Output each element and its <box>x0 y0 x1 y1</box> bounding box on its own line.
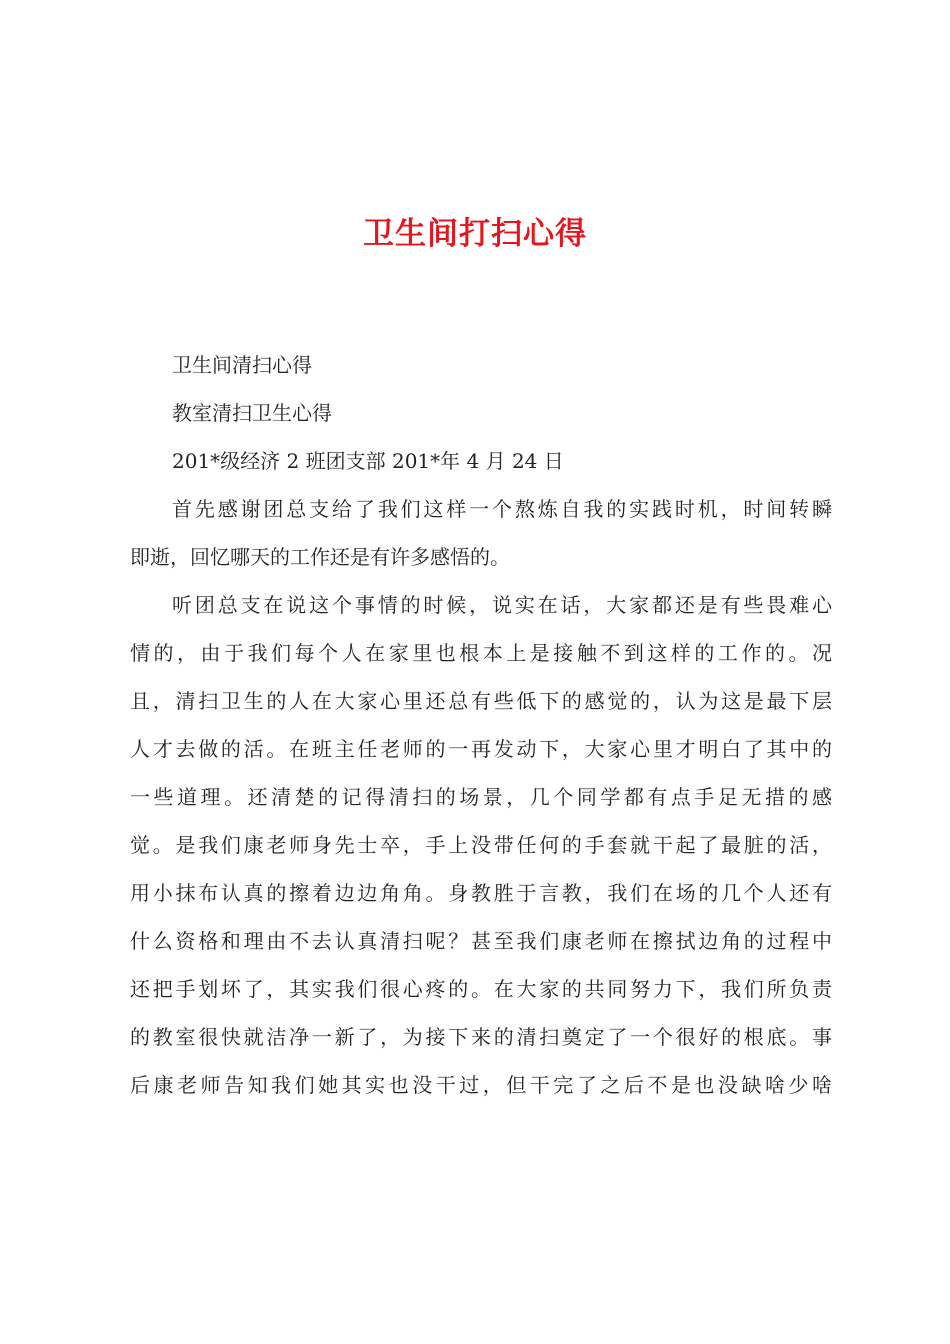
paragraph-line: 情的，由于我们每个人在家里也根本上是接触不到这样的工作的。况 <box>130 641 832 665</box>
document-body <box>130 341 832 1109</box>
paragraph-line: 什么资格和理由不去认真清扫呢？甚至我们康老师在擦拭边角的过程中 <box>130 929 832 953</box>
paragraph-line: 人才去做的活。在班主任老师的一再发动下，大家心里才明白了其中的 <box>130 737 832 761</box>
paragraph-line: 用小抹布认真的擦着边边角角。身教胜于言教，我们在场的几个人还有 <box>130 881 832 905</box>
date-line: 201*级经济 2 班团支部 201*年 4 月 24 日 <box>172 449 564 473</box>
paragraph-line: 即逝，回忆哪天的工作还是有许多感悟的。 <box>130 545 510 569</box>
subtitle-line: 教室清扫卫生心得 <box>172 401 332 425</box>
subtitle-line: 卫生间清扫心得 <box>172 353 312 377</box>
paragraph-line: 听团总支在说这个事情的时候，说实在话，大家都还是有些畏难心 <box>172 593 832 617</box>
paragraph-line: 的教室很快就洁净一新了，为接下来的清扫奠定了一个很好的根底。事 <box>130 1025 832 1049</box>
paragraph-line: 一些道理。还清楚的记得清扫的场景，几个同学都有点手足无措的感 <box>130 785 832 809</box>
document-title: 卫生间打扫心得 <box>363 216 587 252</box>
paragraph-line: 且，清扫卫生的人在大家心里还总有些低下的感觉的，认为这是最下层 <box>130 689 832 713</box>
paragraph-line: 后康老师告知我们她其实也没干过，但干完了之后不是也没缺啥少啥 <box>130 1073 832 1097</box>
paragraph-line: 觉。是我们康老师身先士卒，手上没带任何的手套就干起了最脏的活， <box>130 833 832 857</box>
paragraph-line: 还把手划坏了，其实我们很心疼的。在大家的共同努力下，我们所负责 <box>130 977 832 1001</box>
paragraph-line: 首先感谢团总支给了我们这样一个熬炼自我的实践时机，时间转瞬 <box>172 497 832 521</box>
